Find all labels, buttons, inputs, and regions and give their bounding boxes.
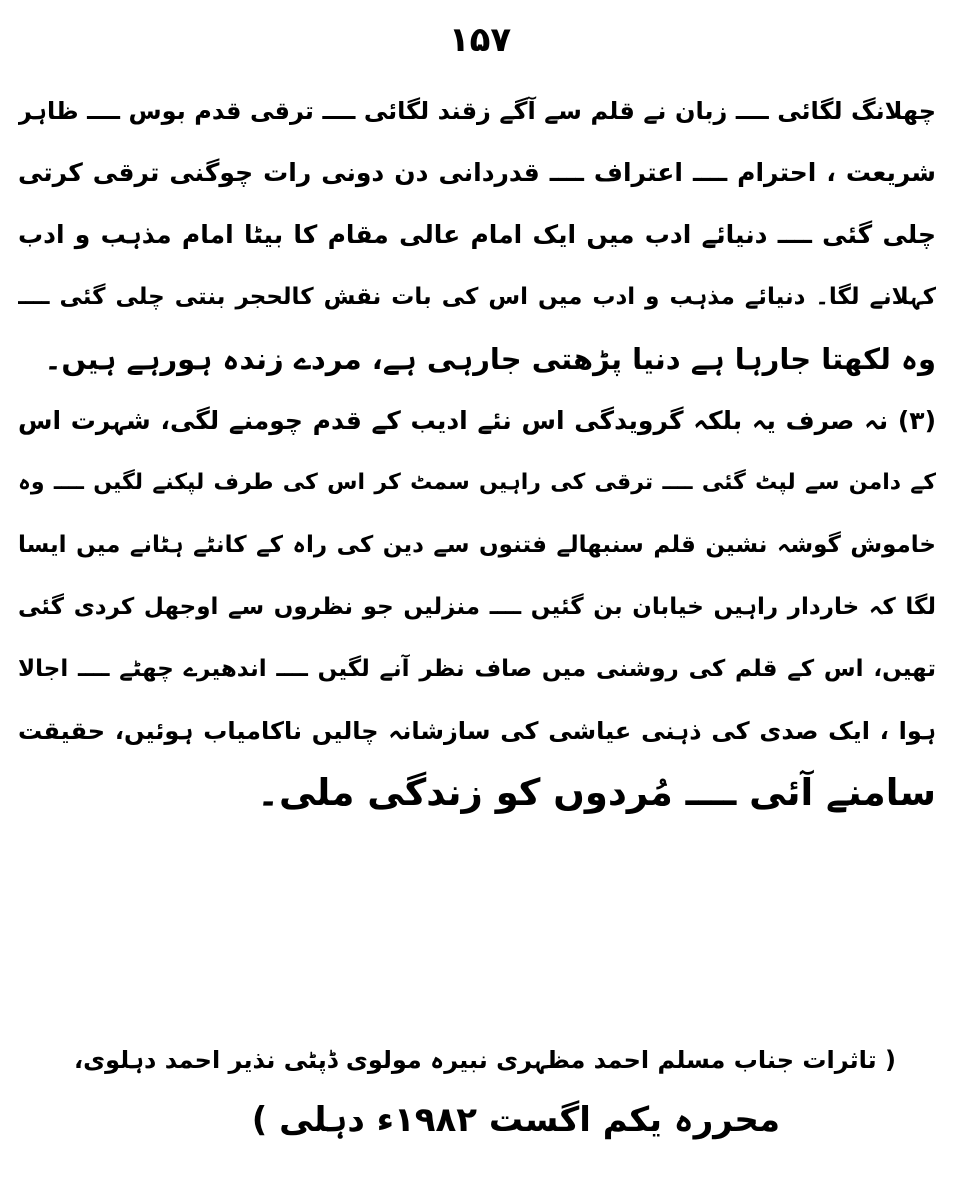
text-line-9: لگا کہ خاردار راہیں خیابان بن گئیں ــــ منزلیں جو نظروں سے اوجھل کردی گئی [18, 594, 936, 620]
text-line-4: کہلانے لگا۔ دنیائے مذہب و ادب میں اس کی بات نقش کالحجر بنتی چلی گئی ــــ [18, 284, 936, 310]
text-line-2: شریعت ، احترام ــــ اعتراف ــــ قدردانی دن دونی رات چوگنی ترقی کرتی [18, 158, 936, 187]
attribution-line-2: محررہ یکم اگست ۱۹۸۲ء دہلی ) [251, 1100, 780, 1140]
text-line-8: خاموش گوشہ نشین قلم سنبھالے فتنوں سے دین کی راہ کے کانٹے ہٹانے میں ایسا [18, 532, 936, 558]
text-line-6: (۳) نہ صرف یہ بلکہ گرویدگی اس نئے ادیب کے قدم چومنے لگی، شہرت اس [18, 406, 936, 435]
text-line-1: چھلانگ لگائی ــــ زبان نے قلم سے آگے زقند لگائی ــــ ترقی قدم بوس ــــ ظاہر [18, 97, 936, 125]
text-line-3: چلی گئی ــــ دنیائے ادب میں ایک امام عالی مقام کا بیٹا امام مذہب و ادب [18, 220, 936, 249]
text-line-11: ہوا ، ایک صدی کی ذہنی عیاشی کی سازشانہ چالیں ناکامیاب ہوئیں، حقیقت [18, 717, 936, 745]
text-line-12: سامنے آئی ــــ مُردوں کو زندگی ملی۔ [257, 771, 936, 814]
body-text [18, 80, 936, 824]
attribution-line-1: ( تاثرات جناب مسلم احمد مظہری نبیرہ مولوی ڈپٹی نذیر احمد دہلوی، [74, 1046, 896, 1074]
text-line-10: تھیں، اس کے قلم کی روشنی میں صاف نظر آنے لگیں ــــ اندھیرے چھٹے ــــ اجالا [18, 656, 936, 682]
page-number: ۱۵۷ [448, 20, 512, 60]
attribution-footer [70, 1030, 900, 1150]
text-line-7: کے دامن سے لپٹ گئی ــــ ترقی کی راہیں سمٹ کر اس کی طرف لپکنے لگیں ــــ وہ [18, 470, 936, 495]
text-line-5: وہ لکھتا جارہا ہے دنیا پڑھتی جارہی ہے، مردے زندہ ہورہے ہیں۔ [44, 342, 936, 376]
